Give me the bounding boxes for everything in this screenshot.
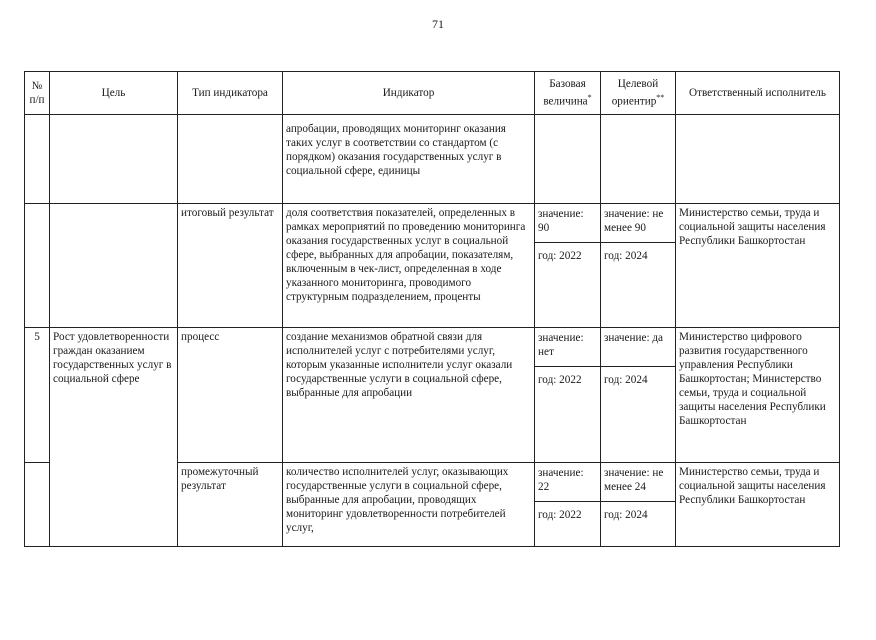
header-target-mark: **	[656, 93, 665, 103]
table-row	[25, 204, 840, 328]
cell-goal	[50, 204, 178, 328]
header-executor: Ответственный исполнитель	[676, 72, 840, 115]
cell-num	[25, 204, 50, 328]
header-indicator: Индикатор	[283, 72, 535, 115]
base-year: год: 2022	[538, 509, 582, 521]
base-value: значение: 22	[535, 463, 600, 502]
cell-base	[535, 463, 601, 547]
cell-type: итоговый результат	[178, 204, 283, 328]
target-value: значение: не менее 90	[601, 204, 675, 243]
cell-num	[25, 463, 50, 547]
table-row	[25, 115, 840, 204]
header-base-mark: *	[587, 93, 592, 103]
header-base-label: Базовая величина	[543, 78, 588, 108]
header-num: № п/п	[25, 72, 50, 115]
cell-indicator: доля соответствия показателей, определенных в рамках мероприятий по проведению мониторинга оказания государственных услуг в социальной сфере, выбранных для апробации, показателям, включенным в чек-лист, определенная в ходе указанного мониторинга, проводимого структурным подразделением, проценты	[283, 204, 535, 328]
cell-goal	[50, 463, 178, 547]
base-year: год: 2022	[538, 250, 582, 262]
cell-type: промежуточный результат	[178, 463, 283, 547]
target-year: год: 2024	[604, 509, 648, 521]
cell-target	[601, 463, 676, 547]
table-row	[25, 328, 840, 463]
base-value: значение: нет	[535, 328, 600, 367]
header-base	[535, 72, 601, 115]
base-value: значение: 90	[535, 204, 600, 243]
target-value: значение: не менее 24	[601, 463, 675, 502]
target-value: значение: да	[601, 328, 675, 367]
cell-type	[178, 115, 283, 204]
cell-num	[25, 115, 50, 204]
header-target-label: Целевой ориентир	[611, 78, 659, 108]
cell-target	[601, 204, 676, 328]
cell-target	[601, 115, 676, 204]
cell-goal: Рост удовлетворенности граждан оказанием государственных услуг в социальной сфере	[50, 328, 178, 463]
cell-executor: Министерство семьи, труда и социальной защиты населения Республики Башкортостан	[676, 204, 840, 328]
header-goal: Цель	[50, 72, 178, 115]
indicators-table	[24, 71, 840, 547]
target-year: год: 2024	[604, 374, 648, 386]
cell-indicator: апробации, проводящих мониторинг оказания таких услуг в соответствии со стандартом (с порядком) оказания государственных услуг в социальной сфере, единицы	[283, 115, 535, 204]
cell-executor: Министерство семьи, труда и социальной защиты населения Республики Башкортостан	[676, 463, 840, 547]
cell-num: 5	[25, 328, 50, 463]
cell-indicator: количество исполнителей услуг, оказывающих государственные услуги в социальной сфере, выбранные для апробации, проводящих мониторинг удовлетворенности потребителей услуг,	[283, 463, 535, 547]
cell-indicator: создание механизмов обратной связи для исполнителей услуг с потребителями услуг, которым указанные исполнители услуг оказали государственные услуги в социальной сфере, выбранные для апробации	[283, 328, 535, 463]
table-row	[25, 463, 840, 547]
cell-base	[535, 328, 601, 463]
cell-executor	[676, 115, 840, 204]
cell-base	[535, 115, 601, 204]
cell-type: процесс	[178, 328, 283, 463]
cell-executor: Министерство цифрового развития государственного управления Республики Башкортостан; Министерство семьи, труда и социальной защиты населения Республики Башкортостан	[676, 328, 840, 463]
table-header-row	[25, 72, 840, 115]
header-type: Тип индикатора	[178, 72, 283, 115]
cell-target	[601, 328, 676, 463]
cell-goal	[50, 115, 178, 204]
base-year: год: 2022	[538, 374, 582, 386]
header-target	[601, 72, 676, 115]
target-year: год: 2024	[604, 250, 648, 262]
page-number: 71	[432, 17, 444, 31]
cell-base	[535, 204, 601, 328]
